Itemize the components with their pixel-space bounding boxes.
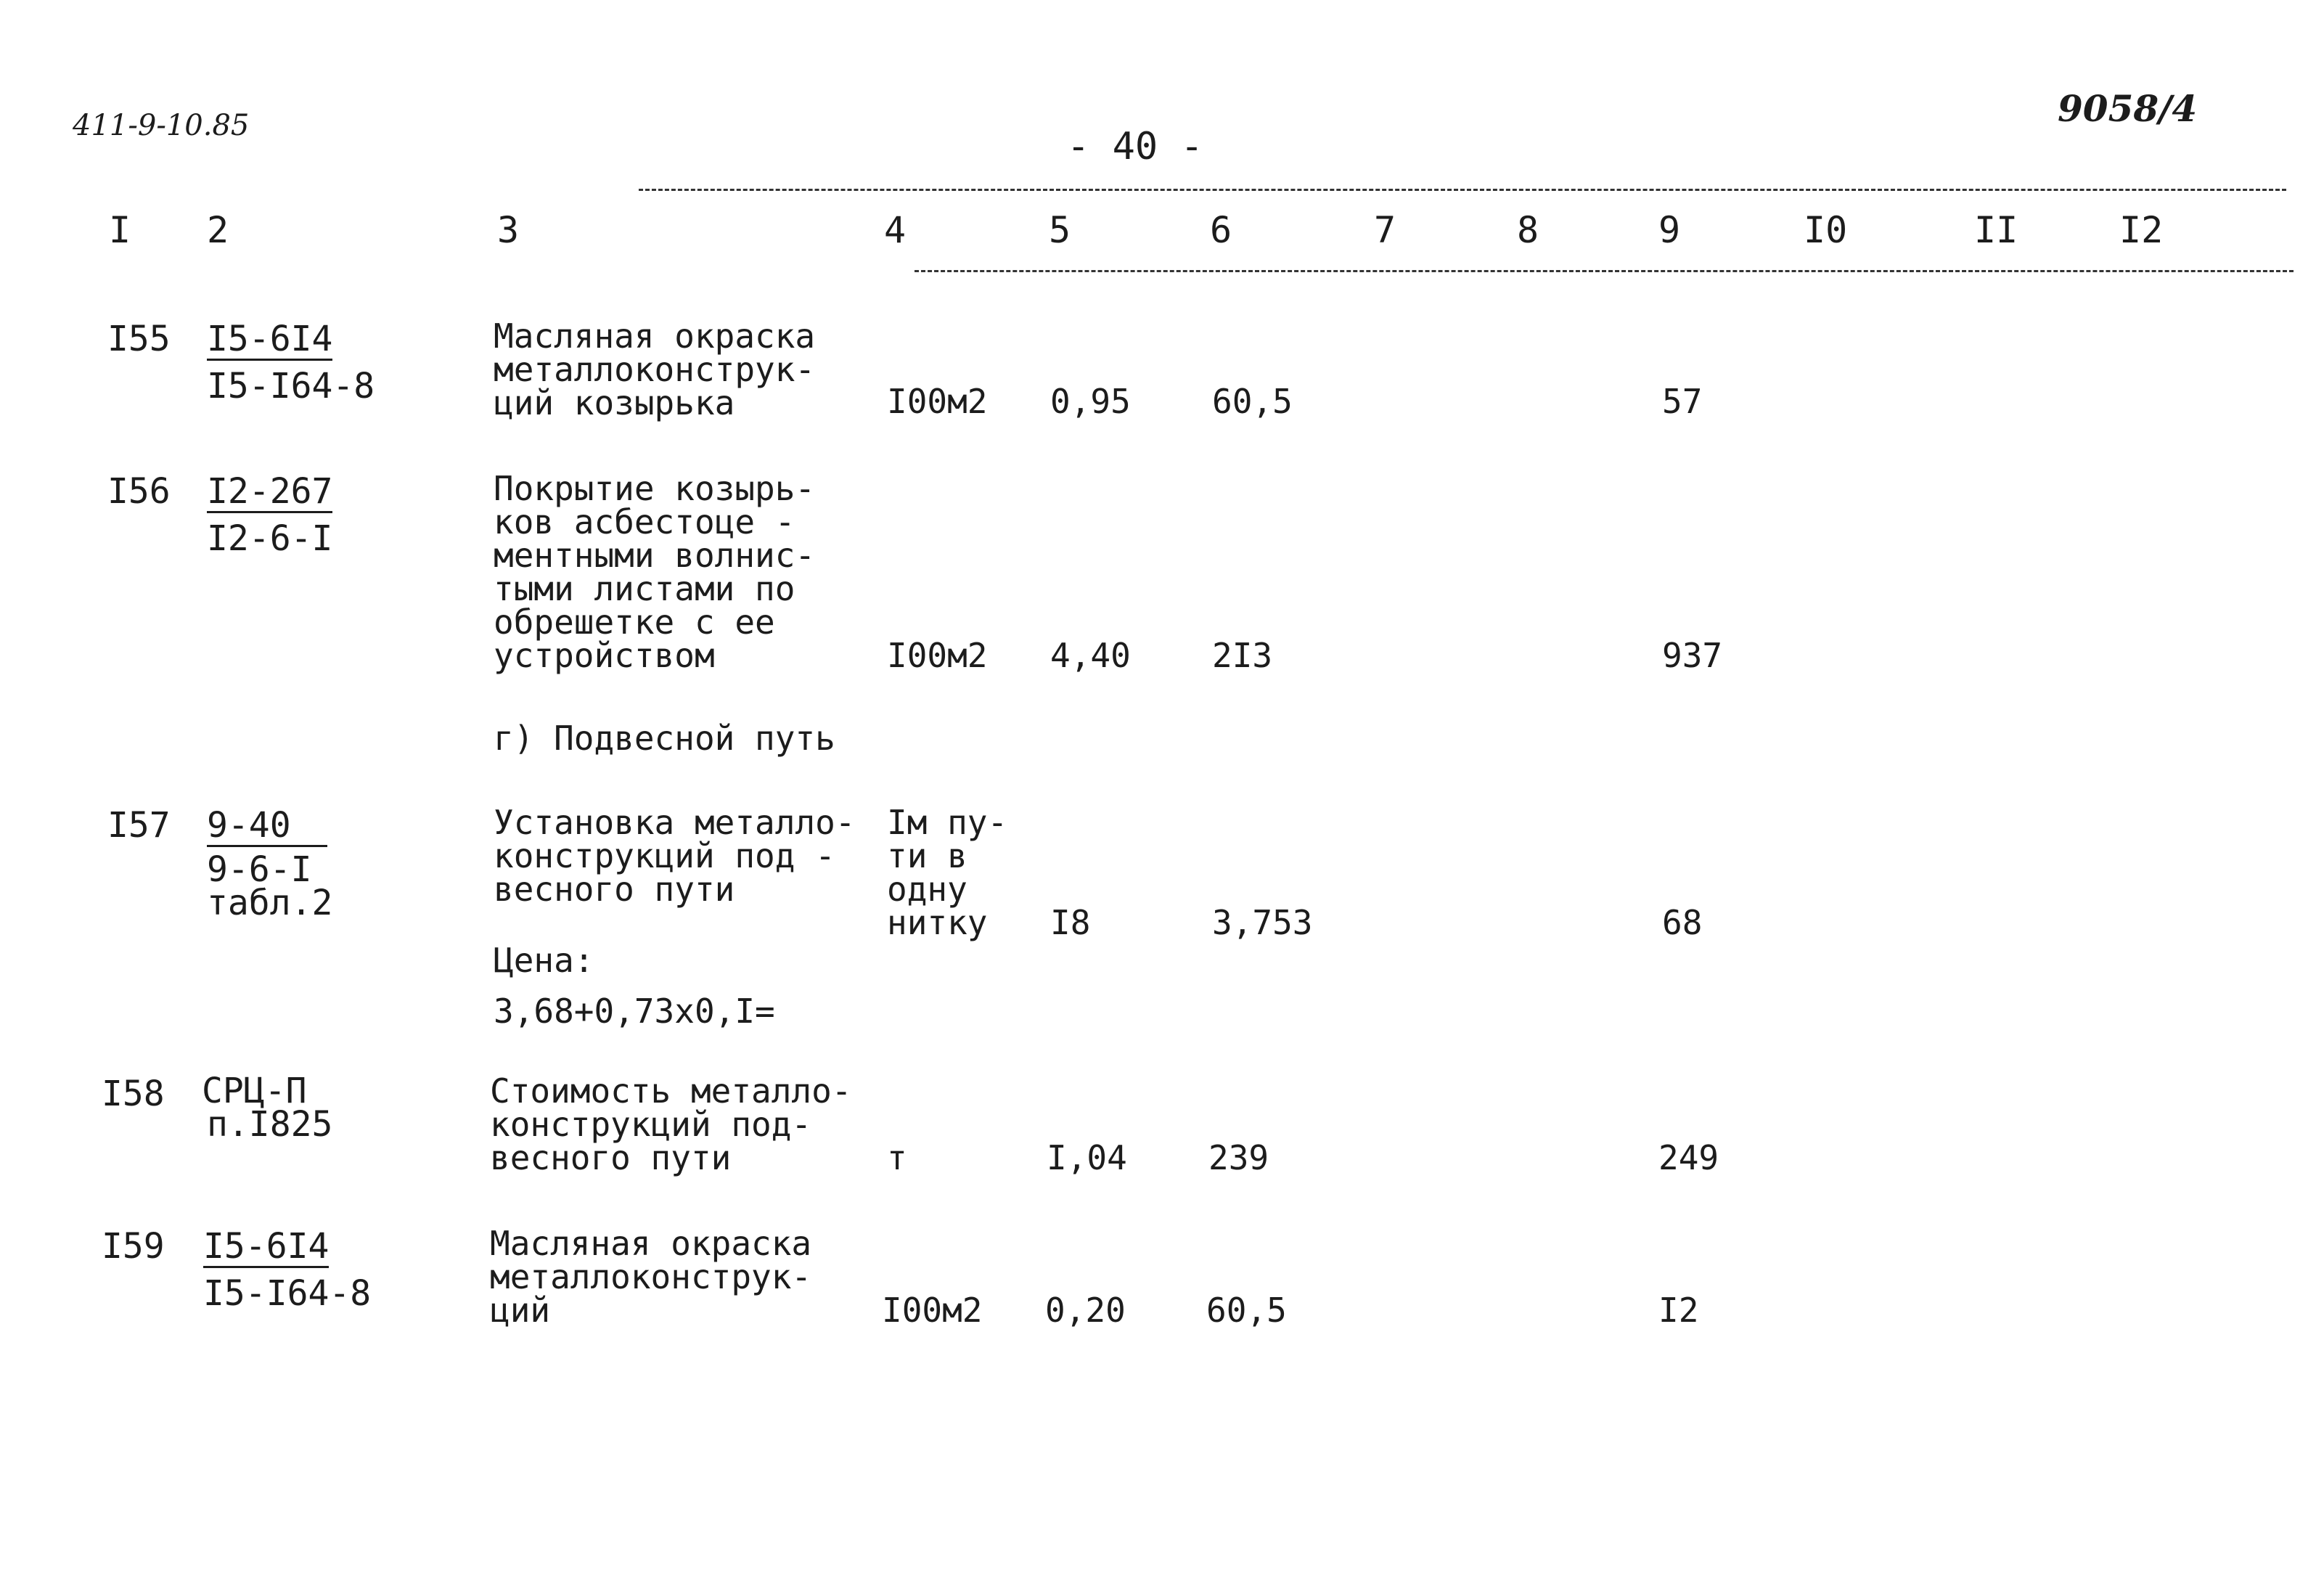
price-formula: 3,68+0,73х0,I= <box>494 992 775 1031</box>
col-header-9: 9 <box>1658 209 1681 251</box>
work-description: Масляная окраска металлоконструк- ций козырька <box>494 316 816 422</box>
norm-reference-bottom: п.I825 <box>207 1104 333 1145</box>
col-header-11: II <box>1974 209 2018 251</box>
document-code: 411-9-10.85 <box>73 109 250 142</box>
price-label: Цена: <box>494 941 594 980</box>
col-header-1: I <box>109 209 131 251</box>
norm-reference-top: I5-6I4 <box>207 319 333 359</box>
norm-reference-bottom: I5-I64-8 <box>207 366 375 406</box>
row-number: I59 <box>102 1226 165 1267</box>
page-number: - 40 - <box>1067 125 1203 168</box>
col-header-5: 5 <box>1049 209 1071 251</box>
col-header-12: I2 <box>2119 209 2164 251</box>
total-cost: 249 <box>1658 1138 1719 1177</box>
col-header-4: 4 <box>884 209 907 251</box>
work-description: Стоимость металло- конструкций под- весного пути <box>490 1071 852 1177</box>
norm-reference-top: 9-40 <box>207 806 327 847</box>
section-heading: г) Подвесной путь <box>494 719 835 758</box>
norm-reference-bottom: I2-6-I <box>207 518 333 559</box>
sheet-mark: 9058/4 <box>2058 87 2198 130</box>
col-header-10: I0 <box>1804 209 1848 251</box>
header-bottom-rule <box>915 270 2294 272</box>
unit: Iм пу- ти в одну нитку <box>887 803 1008 942</box>
col-header-7: 7 <box>1374 209 1396 251</box>
norm-reference-top: I2-267 <box>207 471 333 512</box>
col-header-3: 3 <box>497 209 520 251</box>
quantity: 4,40 <box>1050 636 1131 675</box>
total-cost: 937 <box>1662 636 1723 675</box>
total-cost: I2 <box>1658 1291 1699 1330</box>
col-header-2: 2 <box>207 209 229 251</box>
work-description: Установка металло- конструкций под - весного пути <box>494 803 856 909</box>
total-cost: 68 <box>1662 903 1703 942</box>
norm-reference-bottom: I5-I64-8 <box>203 1273 372 1314</box>
quantity: I8 <box>1050 903 1091 942</box>
row-number: I55 <box>107 319 171 359</box>
row-number: I58 <box>102 1074 165 1114</box>
header-top-rule <box>639 189 2286 191</box>
work-description: Покрытие козырь- ков асбестоце - ментными волнис- тыми листами по обрешетке с ее устройством <box>494 469 816 675</box>
unit-price: 60,5 <box>1212 382 1293 421</box>
quantity: I,04 <box>1047 1138 1127 1177</box>
unit: т <box>887 1138 907 1177</box>
norm-reference-top: I5-6I4 <box>203 1226 330 1267</box>
col-header-8: 8 <box>1517 209 1539 251</box>
unit-price: 2I3 <box>1212 636 1273 675</box>
total-cost: 57 <box>1662 382 1703 421</box>
norm-reference-bottom: 9-6-I табл.2 <box>207 849 333 923</box>
col-header-6: 6 <box>1210 209 1232 251</box>
unit-price: 239 <box>1208 1138 1269 1177</box>
quantity: 0,20 <box>1045 1291 1126 1330</box>
row-number: I56 <box>107 471 171 512</box>
norm-reference-top: СРЦ-П <box>202 1071 307 1111</box>
unit: I00м2 <box>882 1291 983 1330</box>
unit: I00м2 <box>887 636 988 675</box>
unit: I00м2 <box>887 382 988 421</box>
row-number: I57 <box>107 805 171 846</box>
work-description: Масляная окраска металлоконструк- ций <box>490 1224 812 1330</box>
quantity: 0,95 <box>1050 382 1131 421</box>
unit-price: 60,5 <box>1206 1291 1287 1330</box>
unit-price: 3,753 <box>1212 903 1313 942</box>
